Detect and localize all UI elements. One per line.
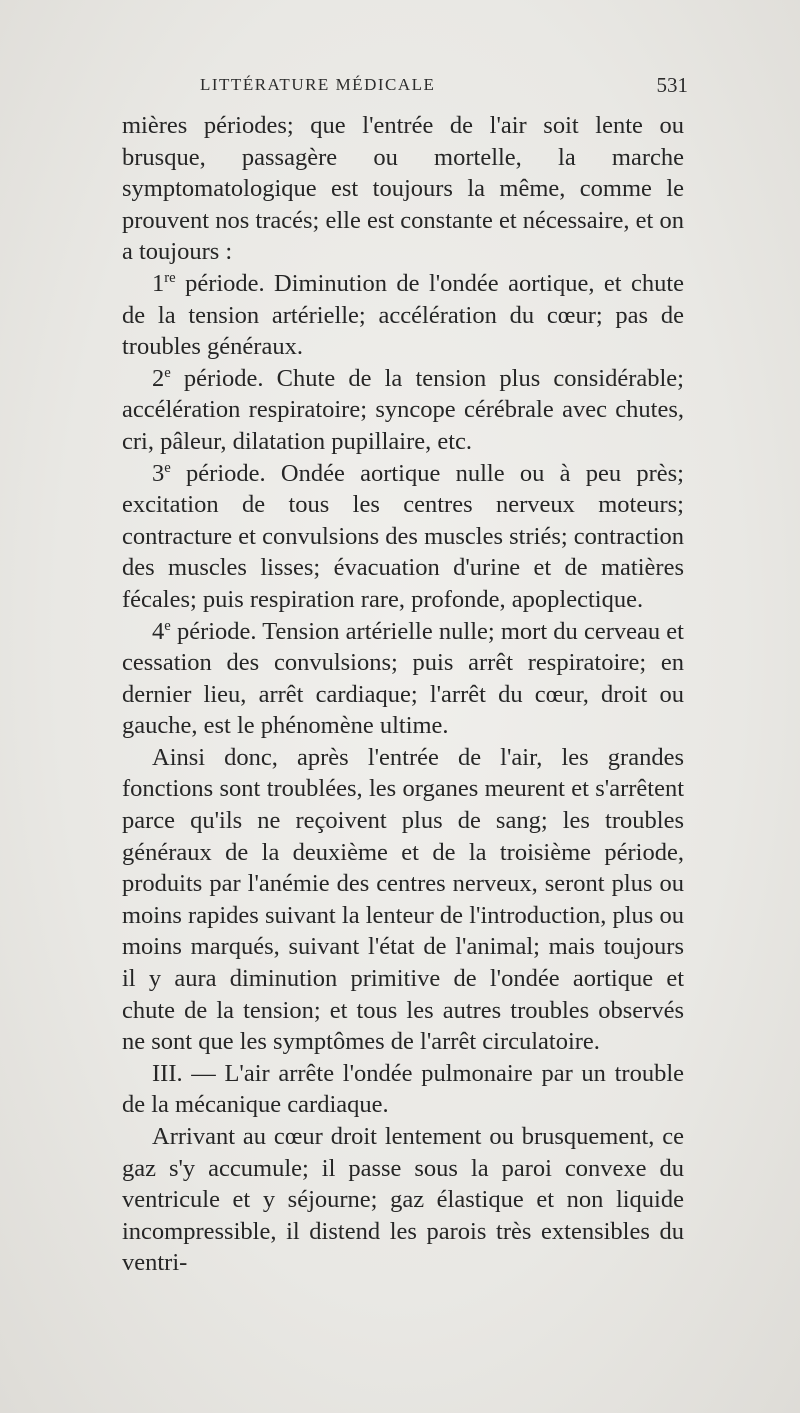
ordinal-suffix: e	[164, 364, 171, 381]
paragraph-period-3	[122, 458, 684, 616]
paragraph-text: III. — L'air arrête l'ondée pulmonaire par un trouble de la mécanique cardiaque.	[122, 1059, 684, 1119]
paragraph-text: période. Ondée aortique nulle ou à peu près; excitation de tous les centres nerveux moteurs; contracture et convulsions des muscles striés; contraction des muscles lisses; évacuation d'urine et de matières fécales; puis respiration rare, profonde, apoplectique.	[122, 459, 684, 613]
period-number: 1	[152, 269, 165, 297]
period-number: 3	[152, 459, 165, 487]
period-number: 4	[152, 617, 165, 645]
ordinal-suffix: re	[164, 270, 176, 287]
paragraph-period-1	[122, 268, 684, 363]
paragraph-text: période. Diminution de l'ondée aortique, et chute de la tension artérielle; accélération du cœur; pas de troubles généraux.	[122, 269, 684, 361]
ordinal-suffix: e	[164, 617, 171, 634]
running-title: LITTÉRATURE MÉDICALE	[200, 75, 436, 94]
paragraph-text: Arrivant au cœur droit lentement ou brusquement, ce gaz s'y accumule; il passe sous la paroi convexe du ventricule et y séjourne; gaz élastique et non liquide incompressible, il distend les parois très extensibles du ventri-	[122, 1123, 684, 1277]
period-number: 2	[152, 364, 165, 392]
paragraph-final	[122, 1121, 684, 1279]
paragraph-continuation	[122, 110, 684, 268]
page-number: 531	[656, 73, 688, 97]
ordinal-suffix: e	[164, 459, 171, 476]
paragraph-text: période. Tension artérielle nulle; mort du cerveau et cessation des convulsions; puis arrêt respiratoire; en dernier lieu, arrêt cardiaque; l'arrêt du cœur, droit ou gauche, est le phénomène ultime.	[122, 617, 684, 740]
body-text	[122, 110, 684, 1279]
paragraph-period-2	[122, 363, 684, 458]
paragraph-period-4	[122, 616, 684, 742]
paragraph-summary	[122, 742, 684, 1058]
paragraph-section-heading	[122, 1058, 684, 1121]
paragraph-text: Ainsi donc, après l'entrée de l'air, les grandes fonctions sont troublées, les organes meurent et s'arrêtent parce qu'ils ne reçoivent plus de sang; les troubles généraux de la deuxième et de la troisième période, produits par l'anémie des centres nerveux, seront plus ou moins rapides suivant la lenteur de l'introduction, plus ou moins marqués, suivant l'état de l'animal; mais toujours il y aura diminution primitive de l'ondée aortique et chute de la tension; et tous les autres troubles observés ne sont que les symptômes de l'arrêt circulatoire.	[122, 743, 684, 1056]
paragraph-text: mières périodes; que l'entrée de l'air soit lente ou brusque, passagère ou mortelle, la marche symptomatologique est toujours la même, comme le prouvent nos tracés; elle est constante et nécessaire, et on a toujours :	[122, 112, 684, 266]
paragraph-text: période. Chute de la tension plus considérable; accélération respiratoire; syncope cérébrale avec chutes, cri, pâleur, dilatation pupillaire, etc.	[122, 364, 684, 455]
running-head	[200, 75, 688, 105]
